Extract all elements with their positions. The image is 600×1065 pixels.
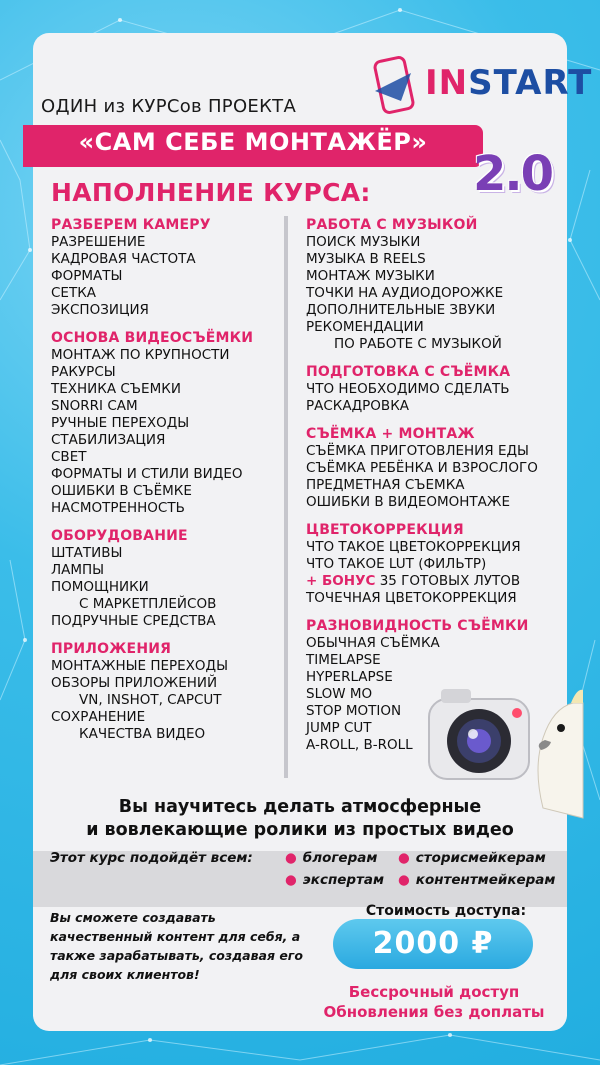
list-item: ДОПОЛНИТЕЛЬНЫЕ ЗВУКИ [306, 302, 496, 318]
list-item: ШТАТИВЫ [51, 545, 123, 561]
list-item: СЪЁМКА РЕБЁНКА И ВЗРОСЛОГО [306, 460, 538, 476]
list-item: A-ROLL, B-ROLL [306, 737, 413, 753]
brand-start: START [468, 63, 593, 103]
course-title: «САМ СЕБЕ МОНТАЖЁР» [78, 128, 428, 156]
tagline-line-1: Вы научитесь делать атмосферные [118, 797, 482, 817]
section-apps [51, 640, 281, 743]
list-item: КАДРОВАЯ ЧАСТОТА [51, 251, 196, 267]
section-video-basics [51, 329, 281, 517]
list-item: SLOW MO [306, 686, 373, 702]
list-item: ФОРМАТЫ И СТИЛИ ВИДЕО [51, 466, 243, 482]
section-shoot-edit [306, 425, 566, 511]
list-item: ТЕХНИКА СЪЕМКИ [51, 381, 181, 397]
section-title: РАБОТА С МУЗЫКОЙ [306, 217, 478, 233]
list-item: VN, INSHOT, CAPCUT [79, 692, 222, 708]
perk-free-updates: Обновления без доплаты [323, 1003, 545, 1021]
list-item: ТОЧКИ НА АУДИОДОРОЖКЕ [306, 285, 504, 301]
bullet-icon: ● [398, 850, 410, 866]
section-title: ОСНОВА ВИДЕОСЪЁМКИ [51, 330, 254, 346]
list-item: ОБЫЧНАЯ СЪЁМКА [306, 635, 440, 651]
list-item: SNORRI CAM [51, 398, 138, 414]
camera-icon [421, 679, 541, 789]
list-item: МОНТАЖ МУЗЫКИ [306, 268, 435, 284]
section-music [306, 216, 566, 353]
tagline [33, 796, 567, 842]
audience-item-bloggers: ● блогерам [285, 850, 378, 866]
price-label: Стоимость доступа: [365, 903, 527, 919]
section-title: ПРИЛОЖЕНИЯ [51, 641, 172, 657]
list-item: ОШИБКИ В СЪЁМКЕ [51, 483, 192, 499]
benefit-note: Вы сможете создавать качественный контент для себя, а также зарабатывать, создавая его для своих клиентов! [50, 910, 303, 982]
list-item: ЧТО ТАКОЕ LUT (ФИЛЬТР) [306, 556, 487, 572]
column-divider [284, 216, 288, 778]
section-title: СЪЁМКА + МОНТАЖ [306, 426, 475, 442]
brand-in: IN [425, 63, 469, 103]
list-item: ПО РАБОТЕ С МУЗЫКОЙ [334, 336, 502, 352]
list-item: ПОИСК МУЗЫКИ [306, 234, 421, 250]
bullet-icon: ● [398, 872, 410, 888]
content-title: НАПОЛНЕНИЕ КУРСА: [51, 178, 371, 207]
brand-wordmark [425, 63, 592, 103]
list-item: ЭКСПОЗИЦИЯ [51, 302, 149, 318]
course-card [33, 33, 593, 1031]
section-title: ОБОРУДОВАНИЕ [51, 528, 188, 544]
list-item: STOP MOTION [306, 703, 402, 719]
project-subhead: ОДИН из КУРСов ПРОЕКТА [41, 96, 297, 117]
list-item: НАСМОТРЕННОСТЬ [51, 500, 185, 516]
list-item: ЧТО НЕОБХОДИМО СДЕЛАТЬ [306, 381, 510, 397]
list-item: СЕТКА [51, 285, 97, 301]
audience-item-contentmakers: ● контентмейкерам [398, 872, 556, 888]
tagline-line-2: и вовлекающие ролики из простых видео [86, 820, 514, 840]
left-column [51, 216, 281, 753]
bonus-item [306, 573, 566, 590]
list-item: СТАБИЛИЗАЦИЯ [51, 432, 166, 448]
version-badge: 2.0 [473, 146, 553, 202]
price-button[interactable]: 2000 ₽ [333, 919, 533, 969]
list-item: ОШИБКИ В ВИДЕОМОНТАЖЕ [306, 494, 510, 510]
list-item: СЪЁМКА ПРИГОТОВЛЕНИЯ ЕДЫ [306, 443, 529, 459]
list-item: С МАРКЕТПЛЕЙСОВ [79, 596, 217, 612]
list-item: ФОРМАТЫ [51, 268, 123, 284]
list-item: МУЗЫКА В REELS [306, 251, 426, 267]
list-item: ОБЗОРЫ ПРИЛОЖЕНИЙ [51, 675, 218, 691]
perk-lifetime-access: Бессрочный доступ [348, 983, 520, 1001]
list-item: JUMP CUT [306, 720, 372, 736]
list-item: ПРЕДМЕТНАЯ СЪЕМКА [306, 477, 465, 493]
bullet-icon: ● [285, 872, 297, 888]
list-item: РАЗРЕШЕНИЕ [51, 234, 146, 250]
section-camera [51, 216, 281, 319]
bonus-label: + БОНУС [306, 573, 376, 589]
section-color-correction [306, 521, 566, 607]
section-equipment [51, 527, 281, 630]
list-item: МОНТАЖ ПО КРУПНОСТИ [51, 347, 230, 363]
list-item: ТОЧЕЧНАЯ ЦВЕТОКОРРЕКЦИЯ [306, 590, 517, 606]
audience-lead: Этот курс подойдёт всем: [50, 850, 253, 866]
list-item: HYPERLAPSE [306, 669, 393, 685]
bonus-text: 35 ГОТОВЫХ ЛУТОВ [379, 573, 521, 589]
section-title: ЦВЕТОКОРРЕКЦИЯ [306, 522, 464, 538]
audience-item-storymakers: ● сторисмейкерам [398, 850, 546, 866]
list-item: КАЧЕСТВА ВИДЕО [79, 726, 206, 742]
list-item: РАКУРСЫ [51, 364, 116, 380]
list-item: СВЕТ [51, 449, 87, 465]
list-item: СОХРАНЕНИЕ [51, 709, 146, 725]
list-item: МОНТАЖНЫЕ ПЕРЕХОДЫ [51, 658, 229, 674]
list-item: ЧТО ТАКОЕ ЦВЕТОКОРРЕКЦИЯ [306, 539, 521, 555]
list-item: РУЧНЫЕ ПЕРЕХОДЫ [51, 415, 190, 431]
list-item: ПОДРУЧНЫЕ СРЕДСТВА [51, 613, 216, 629]
section-title: РАЗБЕРЕМ КАМЕРУ [51, 217, 211, 233]
section-title: РАЗНОВИДНОСТЬ СЪЁМКИ [306, 618, 529, 634]
list-item: ПОМОЩНИКИ [51, 579, 149, 595]
list-item: ЛАМПЫ [51, 562, 105, 578]
bullet-icon: ● [285, 850, 297, 866]
list-item: РАСКАДРОВКА [306, 398, 410, 414]
list-item: РЕКОМЕНДАЦИИ [306, 319, 424, 335]
section-preparation [306, 363, 566, 415]
audience-item-experts: ● экспертам [285, 872, 385, 888]
section-title: ПОДГОТОВКА С СЪЁМКА [306, 364, 511, 380]
list-item: TIMELAPSE [306, 652, 381, 668]
